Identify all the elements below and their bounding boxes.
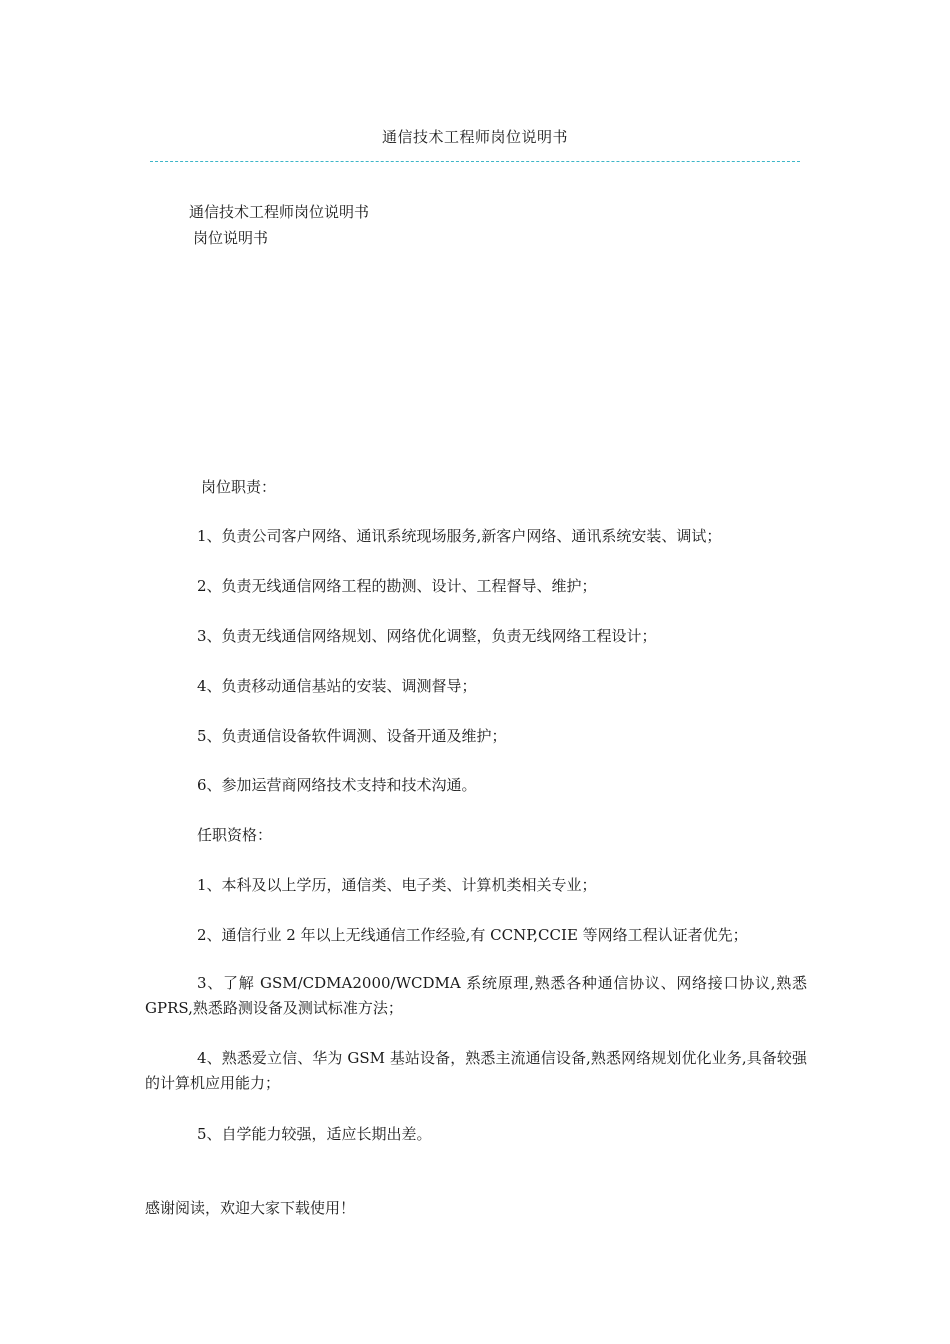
duty-item: 5、负责通信设备软件调测、设备开通及维护；: [197, 727, 507, 745]
header-divider: [150, 161, 800, 162]
qualification-item: 4、熟悉爱立信、华为 GSM 基站设备，熟悉主流通信设备,熟悉网络规划优化业务,具备较强的计算机应用能力；: [145, 1049, 807, 1092]
document-title: 通信技术工程师岗位说明书: [189, 203, 370, 221]
duty-item: 6、参加运营商网络技术支持和技术沟通。: [197, 776, 477, 794]
page-header-title: 通信技术工程师岗位说明书: [381, 128, 568, 146]
qualifications-heading: 任职资格：: [197, 826, 273, 844]
qualification-item: 1、本科及以上学历，通信类、电子类、计算机类相关专业；: [197, 876, 597, 894]
qualification-item: 3、了解 GSM/CDMA2000/WCDMA 系统原理,熟悉各种通信协议、网络接口协议,熟悉 GPRS,熟悉路测设备及测试标准方法；: [145, 974, 807, 1017]
document-subtitle: 岗位说明书: [193, 229, 269, 247]
duty-item: 3、负责无线通信网络规划、网络优化调整，负责无线网络工程设计；: [197, 627, 657, 645]
qualification-item: 2、通信行业 2 年以上无线通信工作经验,有 CCNP,CCIE 等网络工程认证者优先；: [197, 926, 748, 944]
closing-thanks: 感谢阅读，欢迎大家下载使用！: [145, 1199, 356, 1217]
duties-heading: 岗位职责：: [201, 478, 277, 496]
duty-item: 1、负责公司客户网络、通讯系统现场服务,新客户网络、通讯系统安装、调试；: [197, 527, 722, 545]
qualification-item: 5、自学能力较强，适应长期出差。: [197, 1125, 432, 1143]
duty-item: 4、负责移动通信基站的安装、调测督导；: [197, 677, 477, 695]
duty-item: 2、负责无线通信网络工程的勘测、设计、工程督导、维护；: [197, 577, 597, 595]
